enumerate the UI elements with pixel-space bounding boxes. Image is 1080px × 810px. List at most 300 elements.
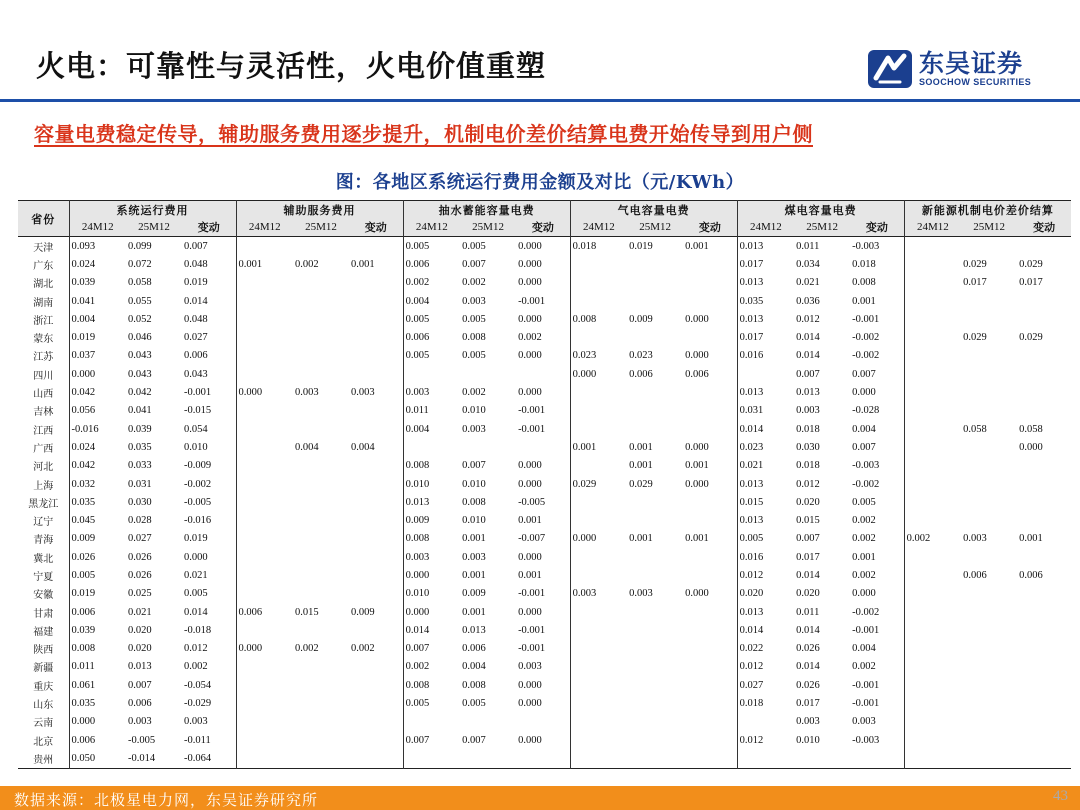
value-cell: 0.005 bbox=[184, 588, 208, 600]
value-cell bbox=[570, 749, 627, 768]
value-cell bbox=[961, 438, 1017, 456]
value-cell bbox=[1017, 457, 1071, 475]
table-row bbox=[18, 530, 1071, 548]
value-cell bbox=[683, 420, 737, 438]
value-cell: -0.002 bbox=[852, 606, 880, 618]
table-row bbox=[18, 292, 1071, 310]
value-cell: 0.058 bbox=[128, 277, 152, 289]
value-cell bbox=[293, 237, 349, 256]
value-cell bbox=[627, 640, 683, 658]
value-cell bbox=[1017, 694, 1071, 712]
value-cell: 0.005 bbox=[462, 698, 486, 710]
value-cell: 0.014 bbox=[737, 621, 794, 639]
value-cell: 0.002 bbox=[351, 643, 375, 655]
value-cell bbox=[349, 402, 403, 420]
value-cell: 0.000 bbox=[403, 603, 460, 621]
value-cell: 0.001 bbox=[236, 255, 293, 273]
value-cell: 0.001 bbox=[351, 258, 375, 270]
value-cell bbox=[961, 731, 1017, 749]
value-cell: 0.021 bbox=[737, 457, 794, 475]
value-cell bbox=[961, 292, 1017, 310]
value-cell: -0.014 bbox=[128, 752, 156, 764]
value-cell: 0.000 bbox=[518, 350, 542, 362]
value-cell bbox=[403, 365, 460, 383]
value-cell: 0.043 bbox=[128, 350, 152, 362]
value-cell bbox=[904, 402, 961, 420]
value-cell bbox=[293, 274, 349, 292]
value-cell bbox=[460, 438, 516, 456]
value-cell: 0.002 bbox=[403, 658, 460, 676]
value-cell bbox=[460, 749, 516, 768]
value-cell bbox=[570, 676, 627, 694]
value-cell: 0.033 bbox=[128, 460, 152, 472]
value-cell: 0.011 bbox=[69, 658, 126, 676]
value-cell: 0.000 bbox=[685, 441, 709, 453]
value-cell: 0.005 bbox=[69, 566, 126, 584]
value-cell: 0.014 bbox=[737, 420, 794, 438]
value-cell bbox=[516, 713, 570, 731]
value-cell: 0.020 bbox=[128, 643, 152, 655]
value-cell bbox=[904, 585, 961, 603]
value-cell: 0.039 bbox=[69, 274, 126, 292]
value-cell: 0.005 bbox=[403, 347, 460, 365]
value-cell: 0.031 bbox=[737, 402, 794, 420]
logo-en-text: SOOCHOW SECURITIES bbox=[919, 77, 1032, 87]
value-cell: 0.003 bbox=[403, 383, 460, 401]
value-cell: 0.000 bbox=[518, 387, 542, 399]
value-cell: 0.029 bbox=[963, 258, 987, 270]
value-cell: 0.006 bbox=[236, 603, 293, 621]
value-cell: -0.003 bbox=[852, 240, 880, 252]
value-cell: 0.005 bbox=[462, 350, 486, 362]
value-cell: 0.010 bbox=[462, 478, 486, 490]
subcol-header: 变动 bbox=[1017, 218, 1071, 237]
value-cell: 0.013 bbox=[403, 493, 460, 511]
value-cell bbox=[961, 310, 1017, 328]
value-cell bbox=[1017, 713, 1071, 731]
value-cell: 0.003 bbox=[351, 387, 375, 399]
value-cell: -0.016 bbox=[184, 515, 212, 527]
subcol-header: 24M12 bbox=[904, 218, 961, 237]
value-cell: 0.000 bbox=[69, 365, 126, 383]
value-cell: 0.003 bbox=[796, 716, 820, 728]
value-cell bbox=[961, 749, 1017, 768]
value-cell bbox=[349, 347, 403, 365]
value-cell: 0.013 bbox=[462, 624, 486, 636]
value-cell: 0.014 bbox=[796, 332, 820, 344]
value-cell bbox=[627, 694, 683, 712]
value-cell bbox=[961, 713, 1017, 731]
value-cell: 0.001 bbox=[518, 515, 542, 527]
value-cell: 0.017 bbox=[737, 328, 794, 346]
value-cell: 0.093 bbox=[69, 237, 126, 256]
value-cell bbox=[683, 255, 737, 273]
value-cell: 0.007 bbox=[184, 240, 208, 252]
subcol-header: 25M12 bbox=[126, 218, 182, 237]
value-cell bbox=[570, 713, 627, 731]
value-cell: 0.055 bbox=[128, 295, 152, 307]
table-row bbox=[18, 402, 1071, 420]
value-cell: 0.004 bbox=[462, 661, 486, 673]
value-cell: -0.001 bbox=[518, 423, 546, 435]
value-cell: 0.041 bbox=[69, 292, 126, 310]
value-cell: 0.002 bbox=[295, 643, 319, 655]
value-cell bbox=[349, 237, 403, 256]
value-cell bbox=[683, 328, 737, 346]
value-cell: 0.007 bbox=[796, 368, 820, 380]
value-cell bbox=[904, 420, 961, 438]
province-cell: 上海 bbox=[33, 480, 54, 492]
value-cell: 0.042 bbox=[128, 387, 152, 399]
value-cell: 0.052 bbox=[128, 313, 152, 325]
value-cell: 0.001 bbox=[518, 569, 542, 581]
value-cell bbox=[1017, 603, 1071, 621]
value-cell: 0.002 bbox=[904, 530, 961, 548]
value-cell: 0.009 bbox=[403, 511, 460, 529]
value-cell: 0.035 bbox=[737, 292, 794, 310]
value-cell: 0.008 bbox=[462, 679, 486, 691]
value-cell bbox=[1017, 640, 1071, 658]
value-cell: 0.013 bbox=[737, 237, 794, 256]
value-cell: 0.000 bbox=[852, 387, 876, 399]
table-row bbox=[18, 420, 1071, 438]
value-cell: 0.000 bbox=[685, 588, 709, 600]
value-cell bbox=[570, 274, 627, 292]
value-cell: 0.036 bbox=[796, 295, 820, 307]
value-cell: 0.000 bbox=[518, 698, 542, 710]
value-cell bbox=[1017, 310, 1071, 328]
value-cell: 0.009 bbox=[629, 313, 653, 325]
value-cell: 0.014 bbox=[184, 295, 208, 307]
table-row bbox=[18, 694, 1071, 712]
value-cell: 0.004 bbox=[295, 441, 319, 453]
value-cell bbox=[904, 292, 961, 310]
value-cell bbox=[403, 713, 460, 731]
value-cell bbox=[683, 566, 737, 584]
value-cell: -0.029 bbox=[184, 698, 212, 710]
value-cell: -0.064 bbox=[184, 752, 212, 764]
value-cell bbox=[961, 237, 1017, 256]
province-cell: 四川 bbox=[33, 370, 54, 382]
value-cell bbox=[683, 731, 737, 749]
value-cell bbox=[293, 731, 349, 749]
value-cell: 0.008 bbox=[403, 530, 460, 548]
value-cell bbox=[349, 530, 403, 548]
value-cell bbox=[627, 566, 683, 584]
figure-title: 图：各地区系统运行费用金额及对比（元/KWh） bbox=[335, 172, 745, 193]
value-cell: 0.018 bbox=[570, 237, 627, 256]
value-cell bbox=[293, 530, 349, 548]
value-cell: 0.020 bbox=[737, 585, 794, 603]
value-cell bbox=[904, 511, 961, 529]
table-row bbox=[18, 731, 1071, 749]
value-cell: -0.018 bbox=[184, 624, 212, 636]
value-cell bbox=[570, 731, 627, 749]
value-cell: 0.007 bbox=[403, 640, 460, 658]
value-cell: 0.000 bbox=[69, 713, 126, 731]
value-cell bbox=[236, 420, 293, 438]
value-cell bbox=[1017, 237, 1071, 256]
value-cell: 0.005 bbox=[403, 694, 460, 712]
value-cell: 0.043 bbox=[184, 368, 208, 380]
table-row bbox=[18, 438, 1071, 456]
value-cell bbox=[961, 694, 1017, 712]
value-cell: 0.003 bbox=[852, 716, 876, 728]
value-cell: 0.020 bbox=[796, 588, 820, 600]
value-cell: 0.022 bbox=[737, 640, 794, 658]
province-cell: 天津 bbox=[33, 242, 54, 254]
province-cell: 山西 bbox=[33, 389, 54, 401]
value-cell: 0.058 bbox=[963, 423, 987, 435]
value-cell: -0.001 bbox=[852, 679, 880, 691]
value-cell: 0.042 bbox=[69, 457, 126, 475]
value-cell: 0.002 bbox=[852, 569, 876, 581]
value-cell: 0.029 bbox=[629, 478, 653, 490]
value-cell: 0.023 bbox=[629, 350, 653, 362]
value-cell bbox=[737, 713, 794, 731]
value-cell: 0.008 bbox=[462, 332, 486, 344]
value-cell bbox=[349, 731, 403, 749]
value-cell bbox=[570, 640, 627, 658]
value-cell bbox=[1017, 402, 1071, 420]
value-cell: 0.006 bbox=[184, 350, 208, 362]
value-cell: 0.005 bbox=[403, 237, 460, 256]
value-cell: 0.009 bbox=[69, 530, 126, 548]
province-cell: 辽宁 bbox=[33, 517, 54, 529]
value-cell bbox=[349, 676, 403, 694]
value-cell: 0.019 bbox=[184, 533, 208, 545]
value-cell: 0.024 bbox=[69, 438, 126, 456]
value-cell: 0.000 bbox=[685, 313, 709, 325]
subcol-header: 25M12 bbox=[293, 218, 349, 237]
value-cell: 0.000 bbox=[570, 365, 627, 383]
value-cell bbox=[570, 603, 627, 621]
value-cell: 0.099 bbox=[128, 240, 152, 252]
value-cell: 0.002 bbox=[852, 515, 876, 527]
table-row bbox=[18, 676, 1071, 694]
value-cell bbox=[961, 621, 1017, 639]
value-cell bbox=[683, 676, 737, 694]
value-cell: -0.007 bbox=[518, 533, 546, 545]
value-cell bbox=[1017, 548, 1071, 566]
value-cell: 0.003 bbox=[570, 585, 627, 603]
subcol-header: 25M12 bbox=[961, 218, 1017, 237]
value-cell: 0.002 bbox=[403, 274, 460, 292]
value-cell: 0.050 bbox=[69, 749, 126, 768]
value-cell bbox=[236, 365, 293, 383]
value-cell: 0.006 bbox=[462, 643, 486, 655]
value-cell bbox=[293, 347, 349, 365]
value-cell: 0.007 bbox=[462, 258, 486, 270]
value-cell: 0.029 bbox=[963, 332, 987, 344]
value-cell bbox=[1017, 621, 1071, 639]
value-cell: 0.008 bbox=[852, 277, 876, 289]
value-cell bbox=[961, 640, 1017, 658]
value-cell bbox=[236, 475, 293, 493]
value-cell: 0.011 bbox=[796, 606, 820, 618]
value-cell: 0.029 bbox=[1019, 258, 1043, 270]
value-cell bbox=[293, 457, 349, 475]
table-row bbox=[18, 310, 1071, 328]
group-header: 煤电容量电费 bbox=[737, 201, 904, 219]
value-cell: 0.012 bbox=[737, 731, 794, 749]
value-cell bbox=[627, 676, 683, 694]
province-cell: 陕西 bbox=[33, 645, 54, 657]
value-cell: 0.005 bbox=[852, 496, 876, 508]
value-cell bbox=[683, 658, 737, 676]
value-cell: -0.015 bbox=[184, 405, 212, 417]
value-cell: 0.007 bbox=[462, 460, 486, 472]
value-cell bbox=[961, 365, 1017, 383]
value-cell bbox=[904, 274, 961, 292]
value-cell: 0.030 bbox=[128, 496, 152, 508]
value-cell: -0.002 bbox=[852, 332, 880, 344]
value-cell: 0.000 bbox=[184, 551, 208, 563]
value-cell: -0.001 bbox=[518, 643, 546, 655]
value-cell bbox=[293, 621, 349, 639]
value-cell bbox=[904, 713, 961, 731]
value-cell bbox=[1017, 493, 1071, 511]
value-cell: 0.004 bbox=[403, 292, 460, 310]
value-cell: 0.000 bbox=[518, 240, 542, 252]
value-cell: -0.001 bbox=[518, 405, 546, 417]
value-cell: 0.020 bbox=[796, 496, 820, 508]
value-cell: 0.021 bbox=[128, 606, 152, 618]
value-cell: 0.002 bbox=[518, 332, 542, 344]
subcol-header: 24M12 bbox=[403, 218, 460, 237]
province-cell: 新疆 bbox=[33, 663, 54, 675]
value-cell: -0.001 bbox=[518, 295, 546, 307]
table-row bbox=[18, 347, 1071, 365]
value-cell bbox=[904, 731, 961, 749]
value-cell bbox=[1017, 676, 1071, 694]
value-cell: -0.002 bbox=[852, 478, 880, 490]
value-cell bbox=[627, 383, 683, 401]
value-cell bbox=[683, 493, 737, 511]
value-cell bbox=[349, 310, 403, 328]
value-cell bbox=[293, 511, 349, 529]
table-row bbox=[18, 548, 1071, 566]
value-cell: 0.001 bbox=[462, 606, 486, 618]
table-row bbox=[18, 274, 1071, 292]
value-cell bbox=[904, 438, 961, 456]
value-cell bbox=[683, 274, 737, 292]
value-cell: 0.012 bbox=[737, 658, 794, 676]
province-cell: 重庆 bbox=[33, 681, 54, 693]
value-cell: 0.039 bbox=[128, 423, 152, 435]
value-cell: 0.002 bbox=[462, 387, 486, 399]
value-cell: 0.000 bbox=[1019, 441, 1043, 453]
value-cell bbox=[904, 347, 961, 365]
value-cell: 0.012 bbox=[796, 478, 820, 490]
value-cell: 0.016 bbox=[737, 548, 794, 566]
value-cell: 0.019 bbox=[184, 277, 208, 289]
value-cell: 0.039 bbox=[69, 621, 126, 639]
value-cell: 0.018 bbox=[737, 694, 794, 712]
value-cell: 0.015 bbox=[737, 493, 794, 511]
value-cell: 0.043 bbox=[128, 368, 152, 380]
value-cell bbox=[683, 713, 737, 731]
value-cell bbox=[627, 274, 683, 292]
value-cell: 0.013 bbox=[796, 387, 820, 399]
value-cell: 0.014 bbox=[796, 661, 820, 673]
province-cell: 北京 bbox=[33, 736, 54, 748]
group-header: 抽水蓄能容量电费 bbox=[403, 201, 570, 219]
value-cell bbox=[627, 731, 683, 749]
value-cell bbox=[236, 274, 293, 292]
value-cell bbox=[236, 328, 293, 346]
value-cell bbox=[627, 255, 683, 273]
value-cell: 0.026 bbox=[796, 679, 820, 691]
province-cell: 青海 bbox=[33, 535, 54, 547]
value-cell bbox=[293, 548, 349, 566]
value-cell bbox=[627, 402, 683, 420]
value-cell: 0.005 bbox=[462, 313, 486, 325]
province-cell: 江西 bbox=[33, 425, 54, 437]
value-cell: 0.019 bbox=[69, 328, 126, 346]
value-cell: 0.013 bbox=[737, 310, 794, 328]
value-cell: 0.000 bbox=[570, 530, 627, 548]
value-cell bbox=[904, 603, 961, 621]
value-cell: 0.009 bbox=[462, 588, 486, 600]
value-cell: 0.007 bbox=[462, 734, 486, 746]
subcol-header: 变动 bbox=[516, 218, 570, 237]
value-cell bbox=[293, 493, 349, 511]
value-cell bbox=[683, 402, 737, 420]
value-cell: -0.005 bbox=[184, 496, 212, 508]
value-cell: -0.002 bbox=[184, 478, 212, 490]
value-cell: 0.001 bbox=[629, 441, 653, 453]
value-cell bbox=[904, 694, 961, 712]
value-cell bbox=[904, 640, 961, 658]
group-header: 新能源机制电价差价结算 bbox=[904, 201, 1071, 219]
value-cell: 0.012 bbox=[737, 566, 794, 584]
table-row bbox=[18, 585, 1071, 603]
value-cell: 0.026 bbox=[128, 569, 152, 581]
value-cell: 0.007 bbox=[852, 441, 876, 453]
subcol-header: 变动 bbox=[683, 218, 737, 237]
value-cell: 0.017 bbox=[963, 277, 987, 289]
province-cell: 浙江 bbox=[33, 315, 54, 327]
value-cell: 0.003 bbox=[462, 423, 486, 435]
value-cell bbox=[904, 493, 961, 511]
value-cell bbox=[961, 658, 1017, 676]
value-cell bbox=[236, 511, 293, 529]
value-cell: 0.000 bbox=[852, 588, 876, 600]
value-cell bbox=[349, 328, 403, 346]
value-cell bbox=[904, 237, 961, 256]
value-cell: 0.001 bbox=[685, 533, 709, 545]
value-cell bbox=[904, 365, 961, 383]
value-cell bbox=[236, 347, 293, 365]
value-cell: 0.061 bbox=[69, 676, 126, 694]
value-cell: 0.002 bbox=[852, 661, 876, 673]
value-cell bbox=[293, 658, 349, 676]
value-cell: 0.042 bbox=[69, 383, 126, 401]
value-cell: -0.016 bbox=[69, 420, 126, 438]
province-cell: 云南 bbox=[33, 718, 54, 730]
value-cell: 0.023 bbox=[737, 438, 794, 456]
value-cell: 0.001 bbox=[1019, 533, 1043, 545]
value-cell bbox=[236, 676, 293, 694]
value-cell bbox=[570, 621, 627, 639]
value-cell: 0.013 bbox=[737, 274, 794, 292]
province-cell: 福建 bbox=[33, 626, 54, 638]
value-cell: 0.037 bbox=[69, 347, 126, 365]
value-cell: -0.001 bbox=[852, 624, 880, 636]
value-cell bbox=[570, 292, 627, 310]
value-cell: 0.013 bbox=[737, 475, 794, 493]
